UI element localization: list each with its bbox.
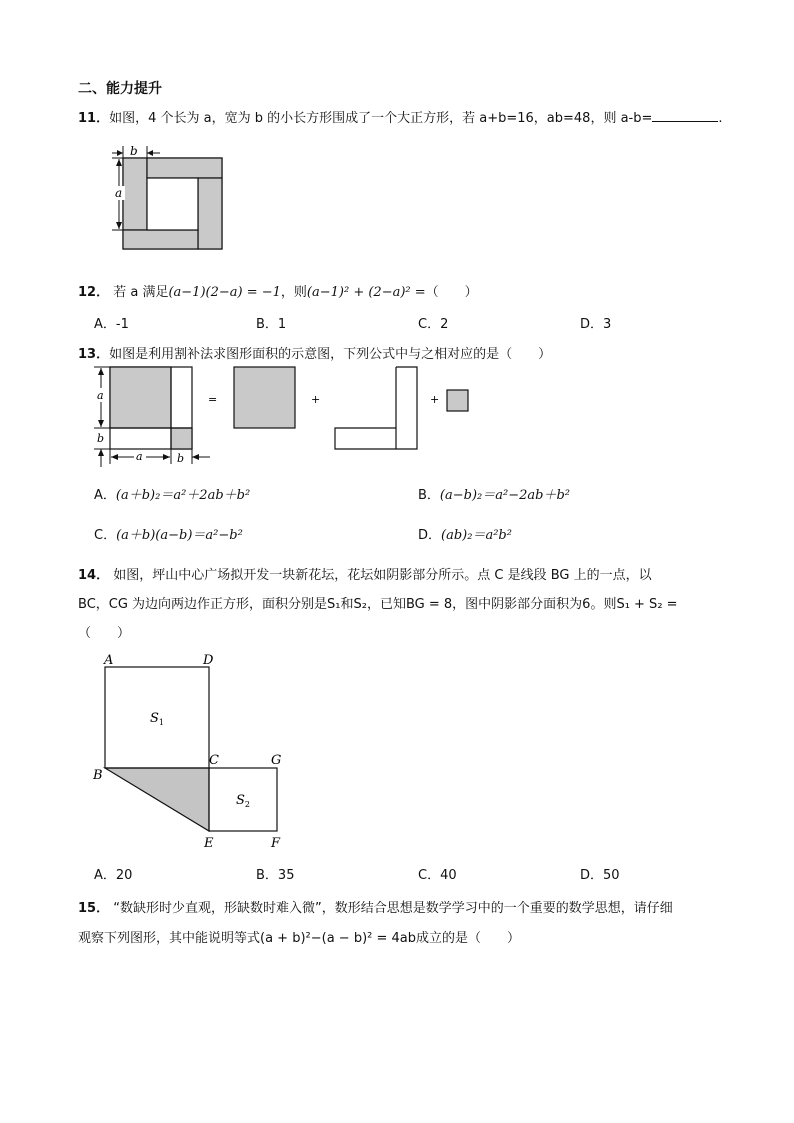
label-b-horizontal: b — [177, 452, 185, 465]
point-C: C — [209, 753, 219, 768]
question-15-line-1 — [78, 897, 673, 916]
question-11 — [78, 107, 723, 126]
question-number: 15． — [78, 901, 110, 916]
figure-q13 — [88, 360, 488, 475]
question-14-line-2: BC，CG 为边向两边作正方形，面积分别是S₁和S₂，已知BG = 8，图中阴影部分面积为6。则S₁ + S₂ = — [78, 597, 678, 612]
label-a-vertical: a — [97, 389, 104, 402]
plus-sign-2: + — [430, 393, 440, 406]
section-title: 二、能力提升 — [78, 81, 162, 97]
option-c[interactable]: C．(a＋b)(a−b)＝a²−b² — [94, 528, 243, 543]
point-E: E — [204, 836, 214, 851]
option-a[interactable]: A．20 — [94, 868, 133, 883]
question-text: 若 a 满足 — [113, 285, 169, 300]
math-expression: (a−1)² + (2−a)² = — [306, 285, 426, 300]
option-d[interactable]: D．50 — [580, 868, 620, 883]
label-b-vertical: b — [97, 432, 105, 445]
answer-paren: （ ） — [425, 285, 478, 300]
question-number: 13． — [78, 347, 110, 362]
question-14-line-3: （ ） — [78, 626, 131, 641]
math-condition: (a−1)(2−a) = −1 — [168, 285, 281, 300]
question-14-line-1 — [78, 564, 652, 583]
option-a[interactable]: A．-1 — [94, 317, 129, 332]
plus-sign-1: + — [311, 393, 321, 406]
question-number: 12． — [78, 285, 110, 300]
answer-blank[interactable] — [652, 109, 718, 122]
option-b[interactable]: B．1 — [256, 317, 287, 332]
point-B: B — [93, 768, 103, 783]
label-S2: $S_2$ — [236, 793, 250, 809]
option-c[interactable]: C．2 — [418, 317, 449, 332]
option-c[interactable]: C．40 — [418, 868, 457, 883]
option-a[interactable]: A．(a＋b)₂＝a²＋2ab＋b² — [94, 488, 251, 503]
point-F: F — [271, 836, 281, 851]
question-text: 如图，4 个长为 a，宽为 b 的小长方形围成了一个大正方形，若 a+b=16，ab=48，则 a-b= — [109, 111, 653, 126]
figure-q11 — [100, 140, 235, 255]
label-S1: $S_1$ — [150, 711, 164, 727]
point-G: G — [271, 753, 282, 768]
option-d[interactable]: D．3 — [580, 317, 612, 332]
question-12 — [78, 281, 478, 300]
question-text: 如图是利用割补法求图形面积的示意图，下列公式中与之相对应的是（ ） — [109, 347, 552, 362]
question-number: 14． — [78, 568, 110, 583]
question-text: 如图，坪山中心广场拟开发一块新花坛，花坛如阴影部分所示。点 C 是线段 BG 上的一点，以 — [113, 568, 652, 583]
option-b[interactable]: B．(a−b)₂＝a²−2ab＋b² — [418, 488, 570, 503]
question-text-mid: ，则 — [280, 285, 307, 300]
option-d[interactable]: D．(ab)₂＝a²b² — [418, 528, 512, 543]
equals-sign: = — [208, 393, 218, 406]
label-b: b — [130, 144, 138, 158]
label-a-horizontal: a — [136, 450, 143, 463]
label-a: a — [115, 186, 123, 200]
question-text: “数缺形时少直观，形缺数时难入微”，数形结合思想是数学学习中的一个重要的数学思想，请仔细 — [113, 901, 673, 916]
question-end: . — [718, 111, 723, 126]
point-A: A — [104, 653, 114, 668]
question-number: 11． — [78, 111, 110, 126]
question-15-line-2: 观察下列图形，其中能说明等式(a + b)²−(a − b)² = 4ab成立的是（ ） — [78, 931, 521, 946]
option-b[interactable]: B．35 — [256, 868, 295, 883]
figure-q14 — [90, 650, 290, 855]
point-D: D — [203, 653, 214, 668]
